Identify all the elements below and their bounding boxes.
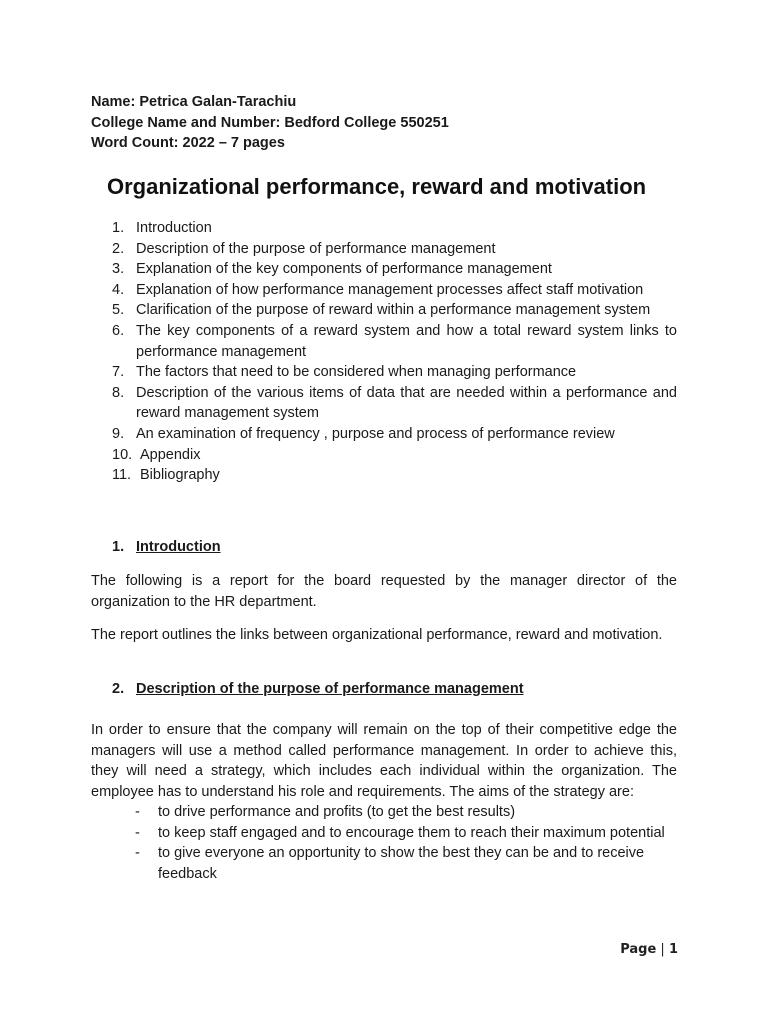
page-footer (620, 942, 678, 957)
section-number: 2. (112, 681, 125, 697)
author-name: Name: Petrica Galan-Tarachiu (91, 94, 297, 110)
list-item-text: to give everyone an opportunity to show the best they can be and to receive feedback (158, 845, 645, 882)
toc-text: Bibliography (140, 467, 220, 484)
bullet-dash: - (135, 824, 140, 841)
toc-number: 11. (112, 467, 132, 484)
section-title: Introduction (136, 539, 221, 555)
toc-text: Appendix (140, 446, 201, 463)
document-title: Organizational performance, reward and motivation (107, 174, 647, 199)
toc-item (91, 280, 677, 301)
list-item (91, 823, 677, 844)
toc-text: Clarification of the purpose of reward within a performance management system (136, 302, 651, 319)
toc-item (91, 465, 677, 486)
toc-item (91, 445, 677, 466)
page-separator: | (660, 942, 665, 957)
page-number: 1 (668, 942, 678, 957)
toc-item (91, 300, 677, 321)
intro-paragraph-2: The report outlines the links between organizational performance, reward and motivation. (91, 627, 663, 643)
bullet-dash: - (135, 804, 140, 820)
toc-item (91, 259, 677, 280)
list-item (91, 843, 677, 884)
page-label: Page (620, 942, 657, 957)
table-of-contents (91, 218, 677, 486)
list-item (91, 802, 677, 823)
toc-number: 7. (112, 364, 125, 381)
toc-item (91, 218, 677, 239)
toc-text: Description of the various items of data that are needed within a performance and reward management system (136, 384, 677, 422)
toc-item (91, 239, 677, 260)
toc-number: 2. (112, 240, 125, 257)
toc-text: Explanation of the key components of performance management (136, 261, 552, 278)
list-item-text: to drive performance and profits (to get the best results) (158, 804, 516, 820)
purpose-paragraph: In order to ensure that the company will remain on the top of their competitive edge the managers will use a method called performance management. In order to achieve this, they will need a strategy, which includes each individual within the organization. The employee has to understand his role and requirements. The aims of the strategy are: (91, 722, 677, 800)
toc-number: 10. (112, 446, 133, 463)
section-title: Description of the purpose of performance management (136, 681, 524, 697)
toc-item (91, 321, 677, 362)
bullet-dash: - (135, 845, 140, 862)
toc-number: 9. (112, 425, 125, 442)
intro-paragraph-1: The following is a report for the board requested by the manager director of the organization to the HR department. (91, 573, 677, 610)
section-number: 1. (112, 539, 125, 555)
toc-number: 3. (112, 261, 125, 278)
toc-text: The factors that need to be considered when managing performance (136, 364, 577, 381)
author-meta (91, 92, 449, 154)
toc-text: Explanation of how performance management processes affect staff motivation (136, 281, 644, 298)
toc-item (91, 424, 677, 445)
toc-text: Introduction (136, 220, 212, 236)
toc-text: An examination of frequency , purpose and process of performance review (136, 425, 615, 442)
toc-item (91, 362, 677, 383)
college-info: College Name and Number: Bedford College 550251 (91, 114, 449, 131)
toc-number: 6. (112, 322, 125, 339)
strategy-aims-list (91, 802, 677, 884)
toc-number: 1. (112, 220, 125, 236)
toc-number: 8. (112, 384, 125, 401)
toc-item (91, 383, 677, 424)
toc-text: Description of the purpose of performance management (136, 240, 496, 257)
toc-number: 5. (112, 302, 125, 319)
word-count: Word Count: 2022 – 7 pages (91, 135, 285, 151)
toc-number: 4. (112, 281, 125, 298)
toc-text: The key components of a reward system and how a total reward system links to performance management (136, 322, 677, 360)
list-item-text: to keep staff engaged and to encourage them to reach their maximum potential (158, 824, 665, 841)
